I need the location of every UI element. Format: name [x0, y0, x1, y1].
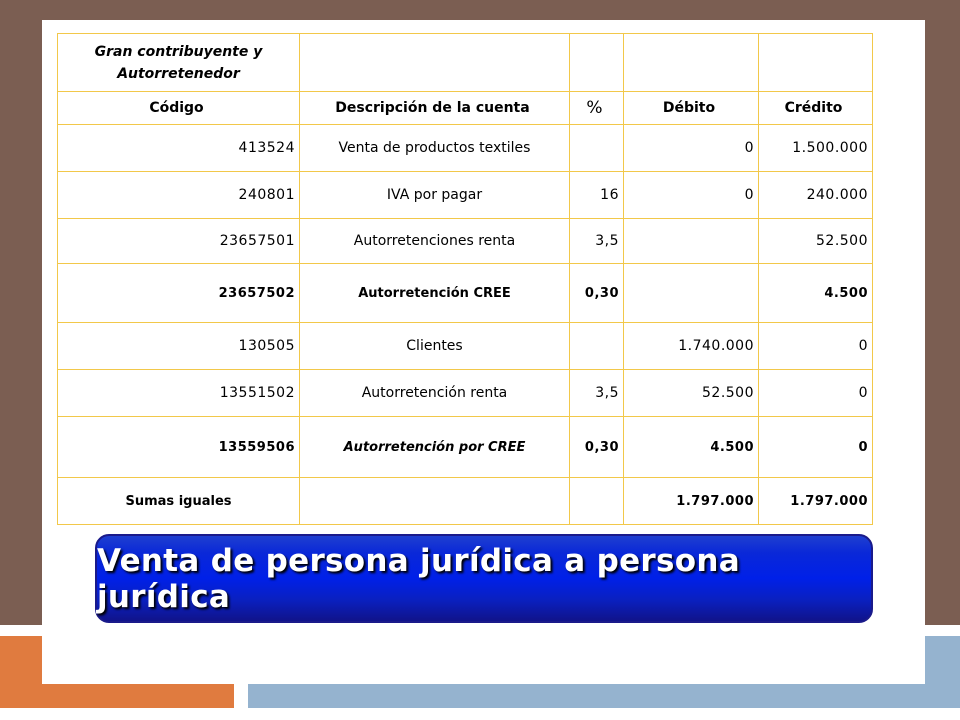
cell-porcentaje [570, 323, 624, 370]
cell-porcentaje: 0,30 [570, 264, 624, 323]
column-header-credito: Crédito [759, 92, 873, 125]
table-row [58, 264, 873, 323]
cell-debito: 1.740.000 [624, 323, 759, 370]
cell-codigo: 130505 [58, 323, 300, 370]
cell-porcentaje: 16 [570, 172, 624, 219]
table-row [58, 323, 873, 370]
cell-debito: 4.500 [624, 417, 759, 478]
accounting-table [57, 33, 873, 525]
table-row [58, 370, 873, 417]
cell-codigo: 13559506 [58, 417, 300, 478]
totals-debito: 1.797.000 [624, 478, 759, 525]
cell-credito: 1.500.000 [759, 125, 873, 172]
column-header-descripcion: Descripción de la cuenta [300, 92, 570, 125]
cell-credito: 4.500 [759, 264, 873, 323]
table-row [58, 417, 873, 478]
cell-credito: 0 [759, 323, 873, 370]
cell-porcentaje [570, 125, 624, 172]
table-row [58, 219, 873, 264]
cell-codigo: 23657502 [58, 264, 300, 323]
cell-credito: 0 [759, 370, 873, 417]
slide-content [42, 20, 925, 684]
table-title: Gran contribuyente y Autorretenedor [58, 34, 300, 92]
cell-codigo: 413524 [58, 125, 300, 172]
cell-descripcion: Autorretención CREE [300, 264, 570, 323]
cell-descripcion: Autorretención renta [300, 370, 570, 417]
column-header-codigo: Código [58, 92, 300, 125]
cell-descripcion: Autorretenciones renta [300, 219, 570, 264]
cell-credito: 0 [759, 417, 873, 478]
column-header-debito: Débito [624, 92, 759, 125]
table-header-row [58, 92, 873, 125]
cell-codigo: 240801 [58, 172, 300, 219]
table-title-row [58, 34, 873, 92]
table-row [58, 125, 873, 172]
cell-debito: 0 [624, 172, 759, 219]
cell-debito [624, 219, 759, 264]
cell-credito: 52.500 [759, 219, 873, 264]
cell-debito [624, 264, 759, 323]
cell-codigo: 23657501 [58, 219, 300, 264]
cell-descripcion: Autorretención por CREE [300, 417, 570, 478]
title-banner: Venta de persona jurídica a persona jurídica [95, 534, 873, 623]
table-totals-row [58, 478, 873, 525]
cell-porcentaje: 3,5 [570, 219, 624, 264]
cell-porcentaje: 0,30 [570, 417, 624, 478]
totals-credito: 1.797.000 [759, 478, 873, 525]
cell-debito: 0 [624, 125, 759, 172]
cell-codigo: 13551502 [58, 370, 300, 417]
table-row [58, 172, 873, 219]
cell-descripcion: Clientes [300, 323, 570, 370]
column-header-porcentaje: % [570, 92, 624, 125]
cell-descripcion: IVA por pagar [300, 172, 570, 219]
cell-credito: 240.000 [759, 172, 873, 219]
totals-label: Sumas iguales [58, 478, 300, 525]
cell-debito: 52.500 [624, 370, 759, 417]
cell-porcentaje: 3,5 [570, 370, 624, 417]
cell-descripcion: Venta de productos textiles [300, 125, 570, 172]
